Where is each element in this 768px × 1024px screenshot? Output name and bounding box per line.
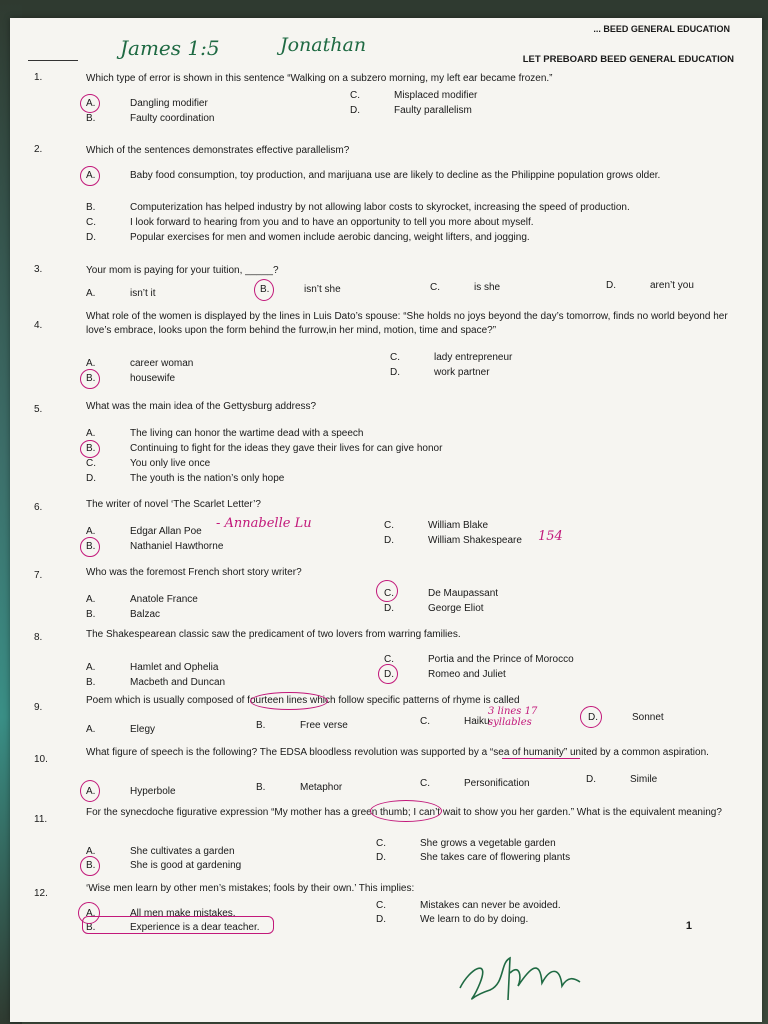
option: C. Misplaced modifier xyxy=(350,90,478,101)
question-text: What role of the women is displayed by the lines in Luis Dato’s spouse: “She holds no joys beyond the day’s tomorrow, finds no world beyond her love’s embrace, looks upon the form behind the furrow,in her mind, motion, time and space?” xyxy=(86,311,728,336)
option: B. Balzac xyxy=(86,609,161,620)
question-number: 5. xyxy=(34,404,43,415)
question-number: 10. xyxy=(34,754,48,765)
handwritten-note: 154 xyxy=(538,529,563,544)
option: B. Faulty coordination xyxy=(86,113,215,124)
option: C. William Blake xyxy=(384,520,489,531)
signature xyxy=(450,938,590,1008)
answer-circle xyxy=(80,166,100,186)
question-text: Which of the sentences demonstrates effective parallelism? xyxy=(86,145,350,156)
option: A. Edgar Allan Poe xyxy=(86,526,202,537)
option: C. is she xyxy=(430,282,501,293)
option: A. Baby food consumption, toy production, and marijuana use are likely to decline as the Philippine population grows older. xyxy=(86,170,661,181)
header-partial: ... BEED GENERAL EDUCATION xyxy=(593,24,730,34)
option: C. lady entrepreneur xyxy=(390,352,513,363)
option: A. Anatole France xyxy=(86,594,198,605)
option: B. isn’t she xyxy=(260,284,341,295)
option: A. Dangling modifier xyxy=(86,98,208,109)
text-circle xyxy=(250,692,328,710)
answer-circle xyxy=(80,369,100,389)
option: B. housewife xyxy=(86,373,176,384)
question-number: 8. xyxy=(34,632,43,643)
option: A. Hamlet and Ophelia xyxy=(86,662,219,673)
question-text: What figure of speech is the following? The EDSA bloodless revolution was supported by a “sea of humanity” united by a common aspiration. xyxy=(86,747,709,758)
option: C. I look forward to hearing from you and to have an opportunity to tell you more about myself. xyxy=(86,217,534,228)
question-number: 12. xyxy=(34,888,48,899)
option: D. work partner xyxy=(390,367,490,378)
answer-circle xyxy=(254,279,274,301)
question-number: 9. xyxy=(34,702,43,713)
option: D. Faulty parallelism xyxy=(350,105,472,116)
option: D. Romeo and Juliet xyxy=(384,669,506,680)
option: D. George Eliot xyxy=(384,603,484,614)
question-text: What was the main idea of the Gettysburg address? xyxy=(86,401,317,412)
handwritten-note: 3 lines 17 syllables xyxy=(488,706,538,728)
handwritten-note: - Annabelle Lu xyxy=(216,516,312,531)
question-text: ‘Wise men learn by other men’s mistakes; fools by their own.’ This implies: xyxy=(86,883,415,894)
option: D. William Shakespeare xyxy=(384,535,522,546)
text-circle xyxy=(370,800,442,822)
question-number: 6. xyxy=(34,502,43,513)
question-number: 3. xyxy=(34,264,43,275)
answer-circle xyxy=(80,537,100,557)
handwritten-name: Jonathan xyxy=(280,34,367,56)
question-number: 2. xyxy=(34,144,43,155)
option: B. She is good at gardening xyxy=(86,860,242,871)
option: A. Hyperbole xyxy=(86,786,176,797)
exam-title: LET PREBOARD BEED GENERAL EDUCATION xyxy=(522,54,734,65)
name-line xyxy=(28,60,78,61)
option: A. The living can honor the wartime dead with a speech xyxy=(86,428,364,439)
question-number: 4. xyxy=(34,320,43,331)
option: B. Macbeth and Duncan xyxy=(86,677,226,688)
question-text: The writer of novel ‘The Scarlet Letter’? xyxy=(86,499,261,510)
option: B. Experience is a dear teacher. xyxy=(86,922,260,933)
option: A. Elegy xyxy=(86,724,156,735)
answer-circle xyxy=(80,780,100,802)
question-text: Who was the foremost French short story writer? xyxy=(86,567,302,578)
option: B. Continuing to fight for the ideas they gave their lives for can give honor xyxy=(86,443,443,454)
option: C. Personification xyxy=(420,778,530,789)
option: C. You only live once xyxy=(86,458,211,469)
option: A. All men make mistakes. xyxy=(86,908,236,919)
option: D. Sonnet xyxy=(588,712,664,723)
option: A. career woman xyxy=(86,358,194,369)
option: D. She takes care of flowering plants xyxy=(376,852,571,863)
option: C. She grows a vegetable garden xyxy=(376,838,556,849)
question-text: Which type of error is shown in this sentence “Walking on a subzero morning, my left ear became frozen.” xyxy=(86,73,553,84)
option: A. isn’t it xyxy=(86,288,156,299)
answer-circle xyxy=(80,440,100,458)
question-number: 11. xyxy=(34,814,48,825)
question-text: Poem which is usually composed of fourteen lines which follow specific patterns of rhyme is called xyxy=(86,695,520,706)
answer-circle xyxy=(376,580,398,602)
option: D. Popular exercises for men and women include aerobic dancing, weight lifters, and jogging. xyxy=(86,232,530,243)
question-number: 1. xyxy=(34,72,43,83)
option: D. The youth is the nation’s only hope xyxy=(86,473,285,484)
option: D. We learn to do by doing. xyxy=(376,914,529,925)
exam-page xyxy=(10,18,762,1022)
answer-circle xyxy=(80,856,100,876)
option: B. Nathaniel Hawthorne xyxy=(86,541,224,552)
page-number: 1 xyxy=(685,920,692,932)
question-text: Your mom is paying for your tuition, _____? xyxy=(86,265,279,276)
text-underline xyxy=(502,758,580,759)
option: B. Computerization has helped industry by not allowing labor costs to skyrocket, increasing the speed of production. xyxy=(86,202,630,213)
answer-box xyxy=(82,916,274,934)
handwritten-verse: James 1:5 xyxy=(120,36,220,60)
question-text: The Shakespearean classic saw the predicament of two lovers from warring families. xyxy=(86,629,461,640)
answer-circle xyxy=(580,706,602,728)
answer-circle xyxy=(80,94,100,113)
option: B. Metaphor xyxy=(256,782,343,793)
question-number: 7. xyxy=(34,570,43,581)
option: B. Free verse xyxy=(256,720,348,731)
option: A. She cultivates a garden xyxy=(86,846,235,857)
option: C. Mistakes can never be avoided. xyxy=(376,900,561,911)
option: C. De Maupassant xyxy=(384,588,499,599)
option: C. Portia and the Prince of Morocco xyxy=(384,654,574,665)
question-text: For the synecdoche figurative expression “My mother has a green thumb; I can’t wait to show you her garden.” What is the equivalent meaning? xyxy=(86,807,722,818)
answer-circle xyxy=(378,664,398,684)
option: C. Haiku xyxy=(420,716,490,727)
option: D. aren’t you xyxy=(606,280,694,291)
option: D. Simile xyxy=(586,774,658,785)
